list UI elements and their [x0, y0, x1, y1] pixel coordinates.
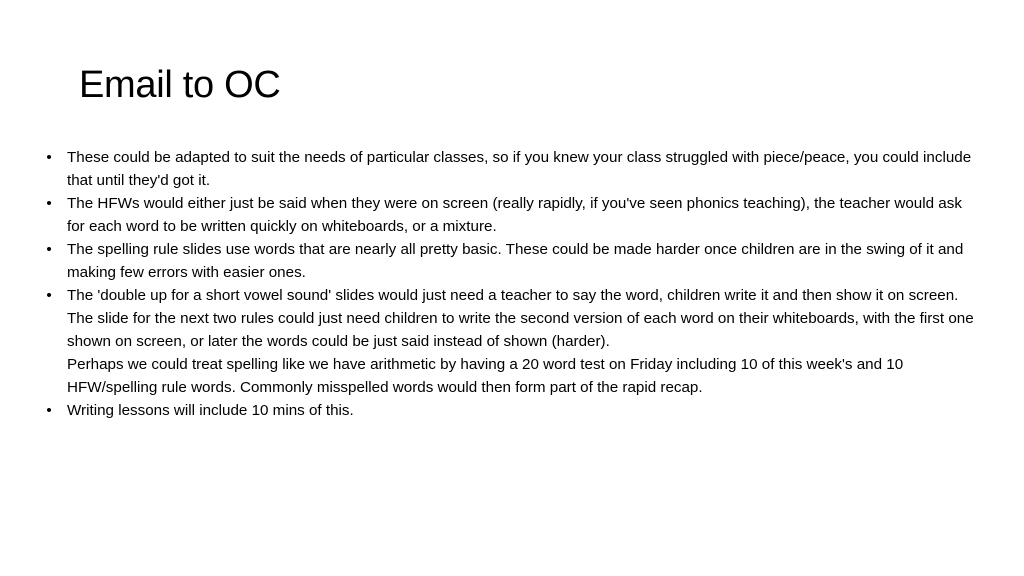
bullet-text: These could be adapted to suit the needs of particular classes, so if you knew your class struggled with piece/peace, you could include that until they'd got it.	[67, 149, 972, 189]
bullet-text: The 'double up for a short vowel sound' slides would just need a teacher to say the word, children write it and then show it on screen. The slide for the next two rules could just need children to write the second version of each word on their whiteboards, with the first one shown on screen, or later the words could be just said instead of shown (harder).	[67, 287, 974, 350]
bullet-item	[40, 192, 980, 238]
slide-title: Email to OC	[79, 64, 281, 106]
bullet-text: The HFWs would either just be said when they were on screen (really rapidly, if you've seen phonics teaching), the teacher would ask for each word to be written quickly on whiteboards, or a mixture.	[67, 195, 962, 235]
bullet-dot-icon: •	[46, 287, 52, 304]
bullet-dot-icon: •	[46, 195, 52, 212]
bullet-text: Writing lessons will include 10 mins of this.	[67, 402, 354, 419]
bullet-list	[40, 146, 980, 422]
bullet-dot-icon: •	[46, 149, 52, 166]
bullet-item	[40, 399, 980, 422]
bullet-continuation-text: Perhaps we could treat spelling like we have arithmetic by having a 20 word test on Friday including 10 of this week's and 10 HFW/spelling rule words. Commonly misspelled words would then form part of the rapid recap.	[67, 356, 904, 396]
bullet-item	[40, 284, 980, 399]
bullet-dot-icon: •	[46, 241, 52, 258]
bullet-dot-icon: •	[46, 402, 52, 419]
bullet-text: The spelling rule slides use words that are nearly all pretty basic. These could be made harder once children are in the swing of it and making few errors with easier ones.	[67, 241, 964, 281]
bullet-item	[40, 146, 980, 192]
bullet-item	[40, 238, 980, 284]
